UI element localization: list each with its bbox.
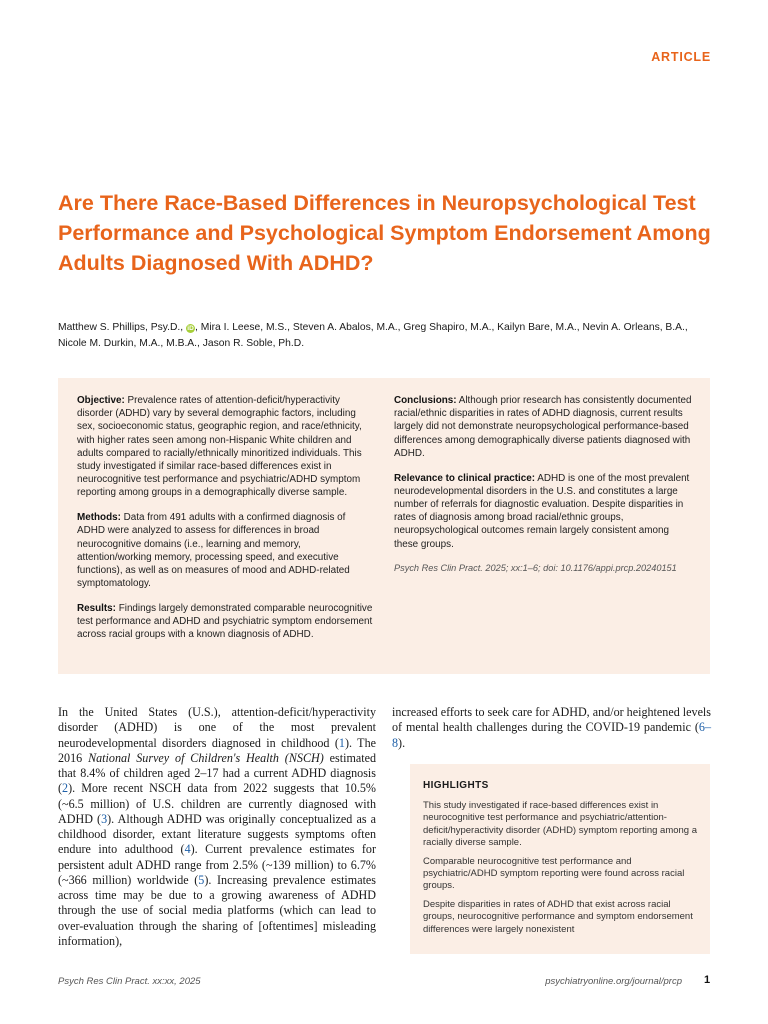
abstract-box bbox=[58, 378, 710, 674]
footer-journal: Psych Res Clin Pract. xx:xx, 2025 bbox=[58, 976, 201, 987]
body-text: ). Although ADHD was originally conceptualized as a childhood disorder, extant literature suggests symptoms often endure into adulthood ( bbox=[58, 811, 376, 857]
highlight-item: Comparable neurocognitive test performance and psychiatric/ADHD symptom reporting were found across racial groups. bbox=[423, 855, 685, 892]
results-text: Findings largely demonstrated comparable neurocognitive test performance and ADHD and psychiatric symptom endorsement across racial groups with a known diagnosis of ADHD. bbox=[77, 602, 373, 641]
reference-link[interactable]: 3 bbox=[101, 811, 108, 826]
highlights-box bbox=[410, 764, 710, 954]
highlight-item: This study investigated if race-based differences exist in neurocognitive test performance and psychiatric/attention-deficit/hyperactivity disorder (ADHD) symptom reporting among a racially diverse sample. bbox=[423, 800, 698, 849]
body-text: ). The 2016 bbox=[58, 735, 376, 765]
results-label: Results: bbox=[77, 602, 116, 614]
conclusions-label: Conclusions: bbox=[394, 395, 457, 406]
relevance-text: ADHD is one of the most prevalent neurodevelopmental disorders in the U.S. and constitutes a large number of referrals for diagnostic evaluation. Despite disparities in rates of diagnosis among broad racial/ethnic groups, neuropsychological outcomes remain largely consistent among these groups. bbox=[394, 472, 690, 550]
abstract-column-right bbox=[394, 394, 692, 674]
body-text: increased efforts to seek care for ADHD, and/or heightened levels of mental health challenges during the COVID-19 pandemic ( bbox=[392, 705, 711, 735]
objective-label: Objective: bbox=[77, 395, 125, 406]
abstract-relevance bbox=[394, 472, 692, 551]
footer-url[interactable]: psychiatryonline.org/journal/prcp bbox=[545, 976, 682, 987]
abstract-column-left bbox=[77, 394, 375, 674]
reference-link[interactable]: 2 bbox=[62, 781, 69, 796]
relevance-label: Relevance to clinical practice: bbox=[394, 472, 536, 484]
methods-text: Data from 491 adults with a confirmed diagnosis of ADHD were analyzed to assess for differences in broad neurocognitive domains (i.e., learning and memory, attention/working memory, processing speed, and executive functions), as well as on measures of mood and ADHD-related symptomatology. bbox=[77, 512, 350, 590]
abstract-results bbox=[77, 602, 375, 642]
intro-paragraph bbox=[58, 705, 376, 949]
article-type-label: ARTICLE bbox=[651, 50, 711, 64]
abstract-citation: Psych Res Clin Pract. 2025; xx:1–6; doi: 10.1176/appi.prcp.20240151 bbox=[394, 563, 677, 574]
highlight-item: Despite disparities in rates of ADHD that exist across racial groups, neurocognitive performance and symptom endorsement differences were largely nonexistent bbox=[423, 898, 693, 935]
objective-text: Prevalence rates of attention-deficit/hyperactivity disorder (ADHD) vary by several demographic factors, including sex, socioeconomic status, geographic region, and race/ethnicity, with higher rates seen among non-Hispanic White children and adults compared to racially/ethnically minoritized individuals. This study investigated if similar race-based differences exist in neurocognitive test performance and psychiatric/ADHD symptom reporting among groups in a demographically diverse sample. bbox=[77, 395, 362, 499]
author-first: Matthew S. Phillips, Psy.D., bbox=[58, 322, 184, 333]
body-text: estimated that 8.4% of children aged 2–17 had a current ADHD diagnosis ( bbox=[58, 750, 376, 796]
body-column-right bbox=[392, 705, 711, 751]
reference-link[interactable]: 1 bbox=[338, 735, 345, 750]
abstract-methods bbox=[77, 511, 375, 590]
reference-link[interactable]: 5 bbox=[198, 872, 205, 887]
author-rest: , Mira I. Leese, M.S., Steven A. Abalos, M.A., Greg Shapiro, M.A., Kailyn Bare, M.A., Nevin A. Orleans, B.A., Nicole M. Durkin, M.A., M.B.A., Jason R. Soble, Ph.D. bbox=[58, 322, 688, 349]
methods-label: Methods: bbox=[77, 512, 121, 524]
abstract-conclusions bbox=[394, 394, 692, 460]
reference-link[interactable]: 4 bbox=[184, 842, 191, 857]
survey-name: National Survey of Children's Health (NSCH) bbox=[88, 750, 324, 765]
reference-link[interactable]: 6–8 bbox=[392, 720, 711, 750]
body-text: In the United States (U.S.), attention-deficit/hyperactivity disorder (ADHD) is one of the most prevalent neurodevelopmental disorders diagnosed in childhood ( bbox=[58, 705, 376, 750]
abstract-objective bbox=[77, 394, 375, 500]
body-text: ). Current prevalence estimates for persistent adult ADHD range from 2.5% (~139 million) to 6.7% (~366 million) worldwide ( bbox=[58, 842, 376, 887]
body-text: ). More recent NSCH data from 2022 suggests that 10.5% (~6.5 million) of U.S. children are currently diagnosed with ADHD ( bbox=[58, 781, 376, 826]
body-text: ). Increasing prevalence estimates across time may be due to a growing awareness of ADHD through the use of social media platforms (which can lead to over-evaluation through the sharing of [oftentimes] misleading information), bbox=[58, 872, 376, 948]
author-list bbox=[58, 320, 718, 351]
conclusions-text: Although prior research has consistently documented racial/ethnic disparities in rates of ADHD diagnosis, current results largely did not demonstrate neuropsychological performance-based differences among demographically diverse patients diagnosed with ADHD. bbox=[394, 395, 692, 459]
orcid-icon[interactable]: iD bbox=[187, 325, 194, 332]
page-number: 1 bbox=[704, 974, 711, 986]
intro-paragraph-continued bbox=[392, 705, 711, 751]
article-title: Are There Race-Based Differences in Neuropsychological Test Performance and Psychological Symptom Endorsement Among Adults Diagnosed With ADHD? bbox=[58, 191, 711, 275]
body-column-left bbox=[58, 705, 376, 949]
highlights-title: HIGHLIGHTS bbox=[423, 780, 489, 791]
body-text: ). bbox=[398, 735, 406, 750]
